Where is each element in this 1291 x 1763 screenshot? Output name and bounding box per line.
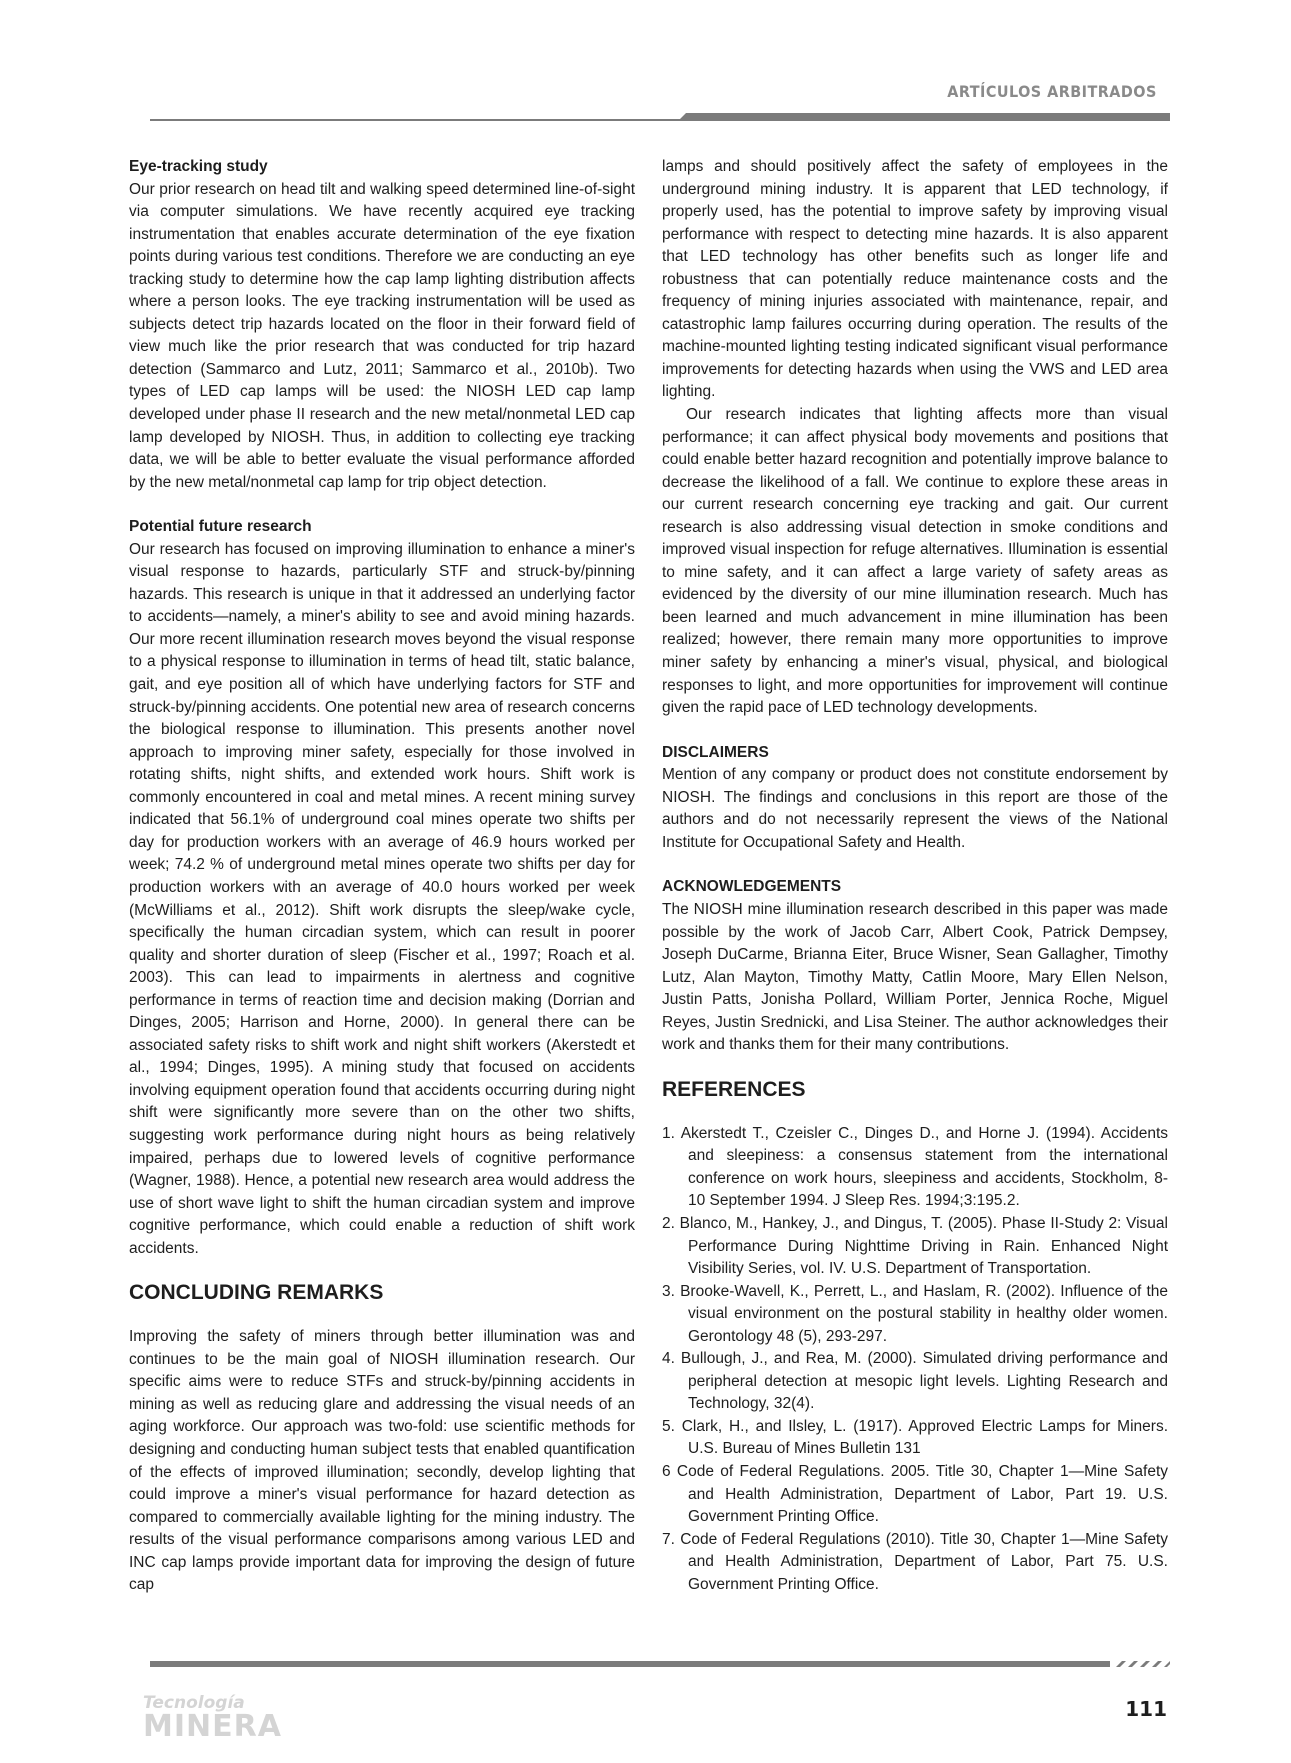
logo-line-small: Tecnología [143, 1693, 245, 1713]
concluding-remarks-heading: CONCLUDING REMARKS [129, 1281, 384, 1305]
logo-line-big: MINERA [143, 1709, 282, 1744]
section-label: ARTÍCULOS ARBITRADOS [947, 82, 1157, 101]
references-heading: REFERENCES [662, 1077, 806, 1101]
reference-item: 6 Code of Federal Regulations. 2005. Title 30, Chapter 1—Mine Safety and Health Administration, Department of Labor, Part 19. U.S. Government Printing Office. [662, 1462, 1168, 1526]
magazine-logo [143, 1695, 282, 1742]
concluding-continued-paragraph: lamps and should positively affect the safety of employees in the underground mining industry. It is apparent that LED technology, if properly used, has the potential to improve safety by improving visual performance with respect to detecting mine hazards. It is also apparent that LED technology has other benefits such as longer life and robustness that can potentially reduce maintenance costs and the frequency of mining injuries associated with maintenance, repair, and catastrophic lamp failures occurring during operation. The results of the machine-mounted lighting testing indicated significant visual performance improvements for detecting hazards when using the VWS and LED area lighting. [662, 158, 1168, 401]
right-column [662, 156, 1168, 1596]
page-number: 111 [1125, 1697, 1167, 1721]
left-column [129, 156, 635, 1597]
disclaimers-heading: DISCLAIMERS [662, 743, 769, 761]
future-research-heading: Potential future research [129, 518, 312, 536]
header-rule [150, 113, 1170, 121]
acknowledgements-paragraph: The NIOSH mine illumination research described in this paper was made possible by the work of Jacob Carr, Albert Cook, Patrick Dempsey, Joseph DuCarme, Brianna Eiter, Bruce Wisner, Sean Gallagher, Timothy Lutz, Alan Mayton, Timothy Matty, Catlin Moore, Mary Ellen Nelson, Justin Patts, Jonisha Pollard, William Porter, Jennica Roche, Miguel Reyes, Justin Srednicki, and Lisa Steiner. The author acknowledges their work and thanks them for their many contributions. [662, 900, 1168, 1054]
reference-item: 4. Bullough, J., and Rea, M. (2000). Simulated driving performance and peripheral detection at mesopic light levels. Lighting Research and Technology, 32(4). [662, 1350, 1168, 1413]
reference-item: 5. Clark, H., and Ilsley, L. (1917). Approved Electric Lamps for Miners. U.S. Bureau of Mines Bulletin 131 [662, 1417, 1168, 1458]
reference-item: 2. Blanco, M., Hankey, J., and Dingus, T. (2005). Phase II-Study 2: Visual Performance During Nighttime Driving in Rain. Enhanced Night Visibility Series, vol. IV. U.S. Department of Transportation. [662, 1214, 1168, 1278]
concluding-second-paragraph: Our research indicates that lighting affects more than visual performance; it can affect physical body movements and positions that could enable better hazard recognition and potentially improve balance to decrease the likelihood of a fall. We continue to explore these areas in our current research concerning eye tracking and gait. Our current research is also addressing visual detection in smoke conditions and improved visual inspection for refuge alternatives. Illumination is essential to mine safety, and it can affect a large variety of safety areas as evidenced by the diversity of our mine illumination research. Much has been learned and much advancement in mine illumination has been realized; however, there remain many more opportunities to improve miner safety by enhancing a miner's visual, physical, and biological responses to light, and more opportunities for improvement will continue given the rapid pace of LED technology developments. [662, 406, 1168, 717]
reference-item: 1. Akerstedt T., Czeisler C., Dinges D., and Horne J. (1994). Accidents and sleepiness: a consensus statement from the international conference on work hours, sleepiness and accidents, Stockholm, 8-10 September 1994. J Sleep Res. 1994;3:195.2. [662, 1124, 1168, 1210]
eye-tracking-heading: Eye-tracking study [129, 158, 268, 175]
reference-item: 7. Code of Federal Regulations (2010). Title 30, Chapter 1—Mine Safety and Health Administration, Department of Labor, Part 75. U.S. Government Printing Office. [662, 1530, 1168, 1593]
acknowledgements-heading: ACKNOWLEDGEMENTS [662, 878, 842, 896]
footer-rule [150, 1659, 1170, 1667]
reference-item: 3. Brooke-Wavell, K., Perrett, L., and Haslam, R. (2002). Influence of the visual environment on the postural stability in healthy older women. Gerontology 48 (5), 293-297. [662, 1282, 1168, 1345]
future-research-paragraph: Our research has focused on improving illumination to enhance a miner's visual response to hazards, particularly STF and struck-by/pinning hazards. This research is unique in that it addressed an underlying factor to accidents—namely, a miner's ability to see and avoid mining hazards. Our more recent illumination research moves beyond the visual response to a physical response to illumination in terms of head tilt, static balance, gait, and eye position all of which have underlying factors for STF and struck-by/pinning accidents. One potential new area of research concerns the biological response to illumination. This presents another novel approach to improving miner safety, especially for those involved in rotating shifts, night shifts, and extended work hours. Shift work is commonly encountered in coal and metal mines. A recent mining survey indicated that 56.1% of underground coal mines operate two shifts per day for production workers with an average of 46.9 hours worked per week; 74.2 % of underground metal mines operate two shifts per day for production workers with an average of 40.0 hours worked per week (McWilliams et al., 2012). Shift work disrupts the sleep/wake cycle, specifically the human circadian system, which can result in poorer quality and shorter duration of sleep (Fischer et al., 1997; Roach et al. 2003). This can lead to impairments in alertness and cognitive performance in terms of reaction time and decision making (Dorrian and Dinges, 2005; Harrison and Horne, 2000). In general there can be associated safety risks to shift work and night shift workers (Akerstedt et al., 1994; Dinges, 1995). A mining study that focused on accidents involving equipment operation found that accidents occurring during night shift were significantly more severe than on the other two shifts, suggesting work performance during night hours as being relatively impaired, perhaps due to lowered levels of cognitive performance (Wagner, 1988). Hence, a potential new research area would address the use of short wave light to shift the human circadian system and improve cognitive performance, which could enable a reduction of shift work accidents. [129, 540, 635, 1257]
eye-tracking-paragraph: Our prior research on head tilt and walking speed determined line-of-sight via computer simulations. We have recently acquired eye tracking instrumentation that enables accurate determination of the eye fixation points during various test conditions. Therefore we are conducting an eye tracking study to determine how the cap lamp lighting distribution affects where a person looks. The eye tracking instrumentation will be used as subjects detect trip hazards located on the floor in their forward field of view much like the prior research that was conducted for trip hazard detection (Sammarco and Lutz, 2011; Sammarco et al., 2010b). Two types of LED cap lamps will be used: the NIOSH LED cap lamp developed under phase II research and the new metal/nonmetal LED cap lamp developed by NIOSH. Thus, in addition to collecting eye tracking data, we will be able to better evaluate the visual performance afforded by the new metal/nonmetal cap lamp for trip object detection. [129, 180, 635, 491]
disclaimers-paragraph: Mention of any company or product does not constitute endorsement by NIOSH. The findings and conclusions in this report are those of the authors and do not necessarily represent the views of the National Institute for Occupational Safety and Health. [662, 766, 1168, 851]
references-list [662, 1123, 1168, 1596]
concluding-remarks-paragraph: Improving the safety of miners through better illumination was and continues to be the main goal of NIOSH illumination research. Our specific aims were to reduce STFs and struck-by/pinning accidents in mining as well as reducing glare and addressing the visual needs of an aging workforce. Our approach was two-fold: use scientific methods for designing and conducting human subject tests that enabled quantification of the effects of improved illumination; secondly, develop lighting that could improve a miner's visual performance for hazard detection as compared to commercially available lighting for the mining industry. The results of the visual performance comparisons among various LED and INC cap lamps provide important data for improving the design of future cap [129, 1328, 635, 1594]
